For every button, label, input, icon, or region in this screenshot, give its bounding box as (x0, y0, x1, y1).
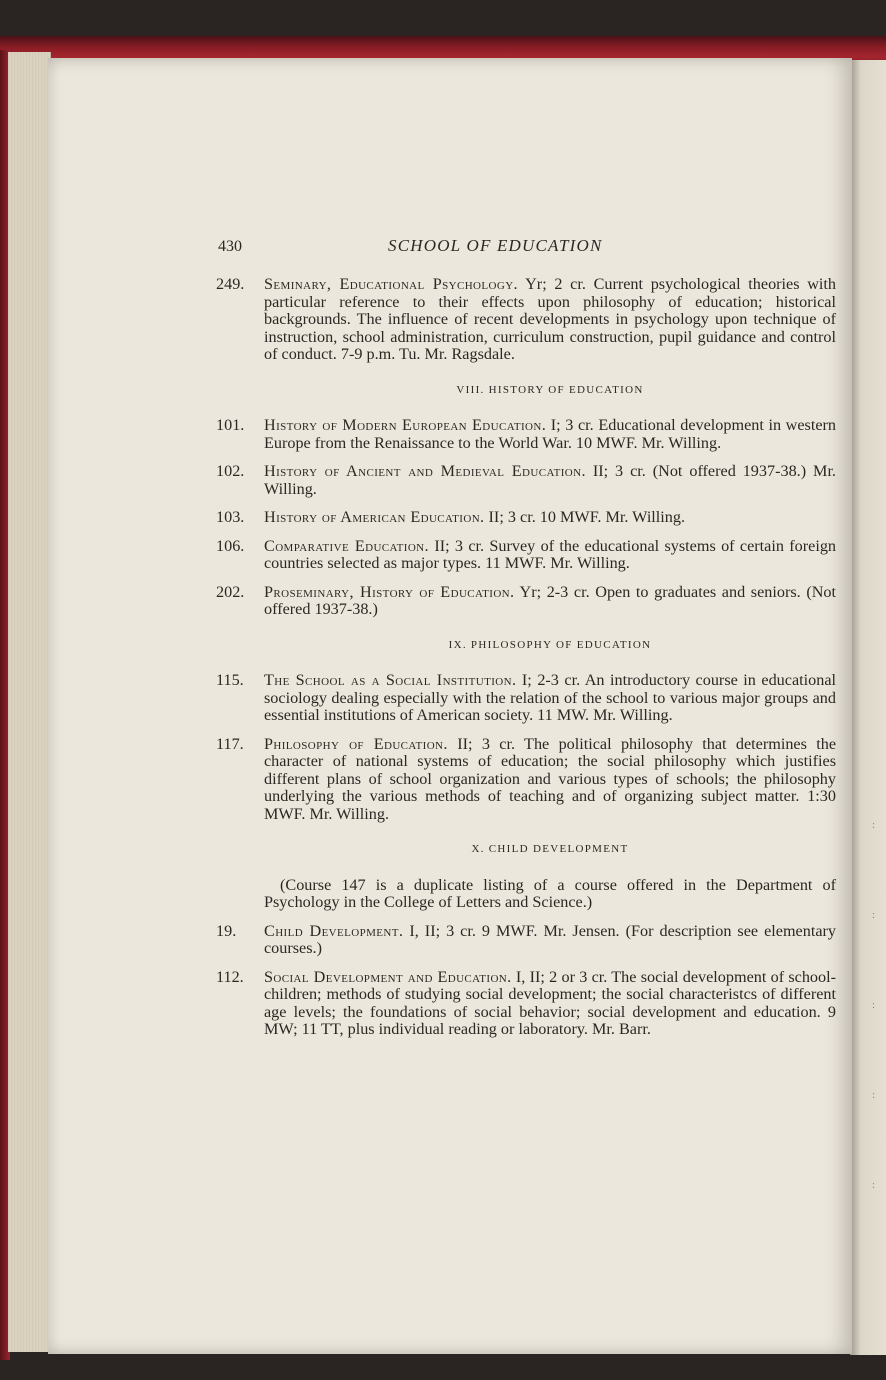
section-heading-child-development: X. CHILD DEVELOPMENT (471, 843, 629, 855)
course-entry (216, 584, 836, 619)
course-entry (216, 538, 836, 573)
course-entry (216, 923, 836, 958)
course-number: 112. (216, 967, 244, 986)
course-entry (216, 463, 836, 498)
page-content (216, 234, 836, 1050)
course-description: II; 3 cr. 10 MWF. Mr. Willing. (488, 508, 686, 526)
book-page (48, 58, 852, 1354)
course-description: Yr; 2 cr. Current psychological theories with particular reference to their effects upon philosophy of education; historical backgrounds. The influence of recent developments in psychology upon technique of instruction, school administration, curriculum construction, pupil guidance and control of conduct. 7-9 p.m. Tu. Mr. Ragsdale. (264, 275, 837, 363)
course-entry (216, 736, 836, 824)
section-heading-history: VIII. HISTORY OF EDUCATION (456, 383, 644, 396)
course-number: 19. (216, 921, 237, 940)
course-description: Yr; 2-3 cr. Open to graduates and seniors. (Not offered 1937-38.) (264, 582, 836, 618)
course-name: Child Development. (264, 921, 404, 940)
course-number: 103. (216, 508, 245, 526)
course-name: History of American Education. (264, 508, 485, 526)
course-name: The School as a Social Institution. (264, 671, 517, 689)
section-note: (Course 147 is a duplicate listing of a course offered in the Department of Psychology in the College of Letters and Science.) (264, 875, 836, 911)
course-description: II; 3 cr. The political philosophy that determines the character of national systems of education; the social philosophy which justifies different plans of school organization and various types of schools; the philosophy underlying the various methods of teaching and of organizing subject matter. 1:30 MWF. Mr. Willing. (264, 734, 837, 823)
course-number: 249. (216, 275, 245, 293)
course-name: Comparative Education. (264, 536, 429, 555)
course-name: History of Ancient and Medieval Education. (264, 462, 586, 480)
course-entry (216, 509, 836, 527)
section-heading-philosophy: IX. PHILOSOPHY OF EDUCATION (448, 638, 652, 651)
page-number: 430 (218, 238, 242, 255)
course-description: I; 2-3 cr. An introductory course in educational sociology dealing especially with the relation of the school to various major groups and essential institutions of American society. 11 MW. Mr. Willing. (264, 671, 837, 724)
page-edges (8, 52, 51, 1352)
course-description: I, II; 2 or 3 cr. The social development of school-children; methods of studying social development; the social characteristcs of different age levels; the foundations of social behavior; social development and education. 9 MW; 11 TT, plus individual reading or laboratory. Mr. Barr. (264, 967, 837, 1038)
course-number: 101. (216, 416, 245, 434)
course-name: Philosophy of Education. (264, 734, 448, 753)
course-description: II; 3 cr. Survey of the educational systems of certain foreign countries selected as major types. 11 MWF. Mr. Willing. (264, 536, 837, 572)
course-number: 106. (216, 536, 245, 555)
course-entry (216, 672, 836, 725)
course-entry (216, 969, 836, 1039)
course-name: Social Development and Education. (264, 967, 512, 986)
course-description: II; 3 cr. (Not offered 1937-38.) Mr. Willing. (264, 462, 836, 498)
course-name: Seminary, Educational Psychology. (264, 275, 519, 293)
running-head (216, 234, 836, 256)
course-number: 117. (216, 734, 244, 753)
course-name: Proseminary, History of Education. (264, 582, 515, 601)
course-number: 115. (216, 671, 244, 689)
course-description: I; 3 cr. Educational development in western Europe from the Renaissance to the World War. 10 MWF. Mr. Willing. (264, 416, 837, 452)
course-entry (216, 417, 836, 452)
course-number: 202. (216, 582, 245, 601)
course-description: I, II; 3 cr. 9 MWF. Mr. Jensen. (For description see elementary courses.) (264, 921, 836, 957)
running-title: SCHOOL OF EDUCATION (388, 236, 603, 255)
facing-page-marks: : : : : : (872, 819, 876, 1191)
course-entry (216, 276, 836, 364)
course-number: 102. (216, 462, 245, 480)
course-name: History of Modern European Education. (264, 416, 547, 434)
